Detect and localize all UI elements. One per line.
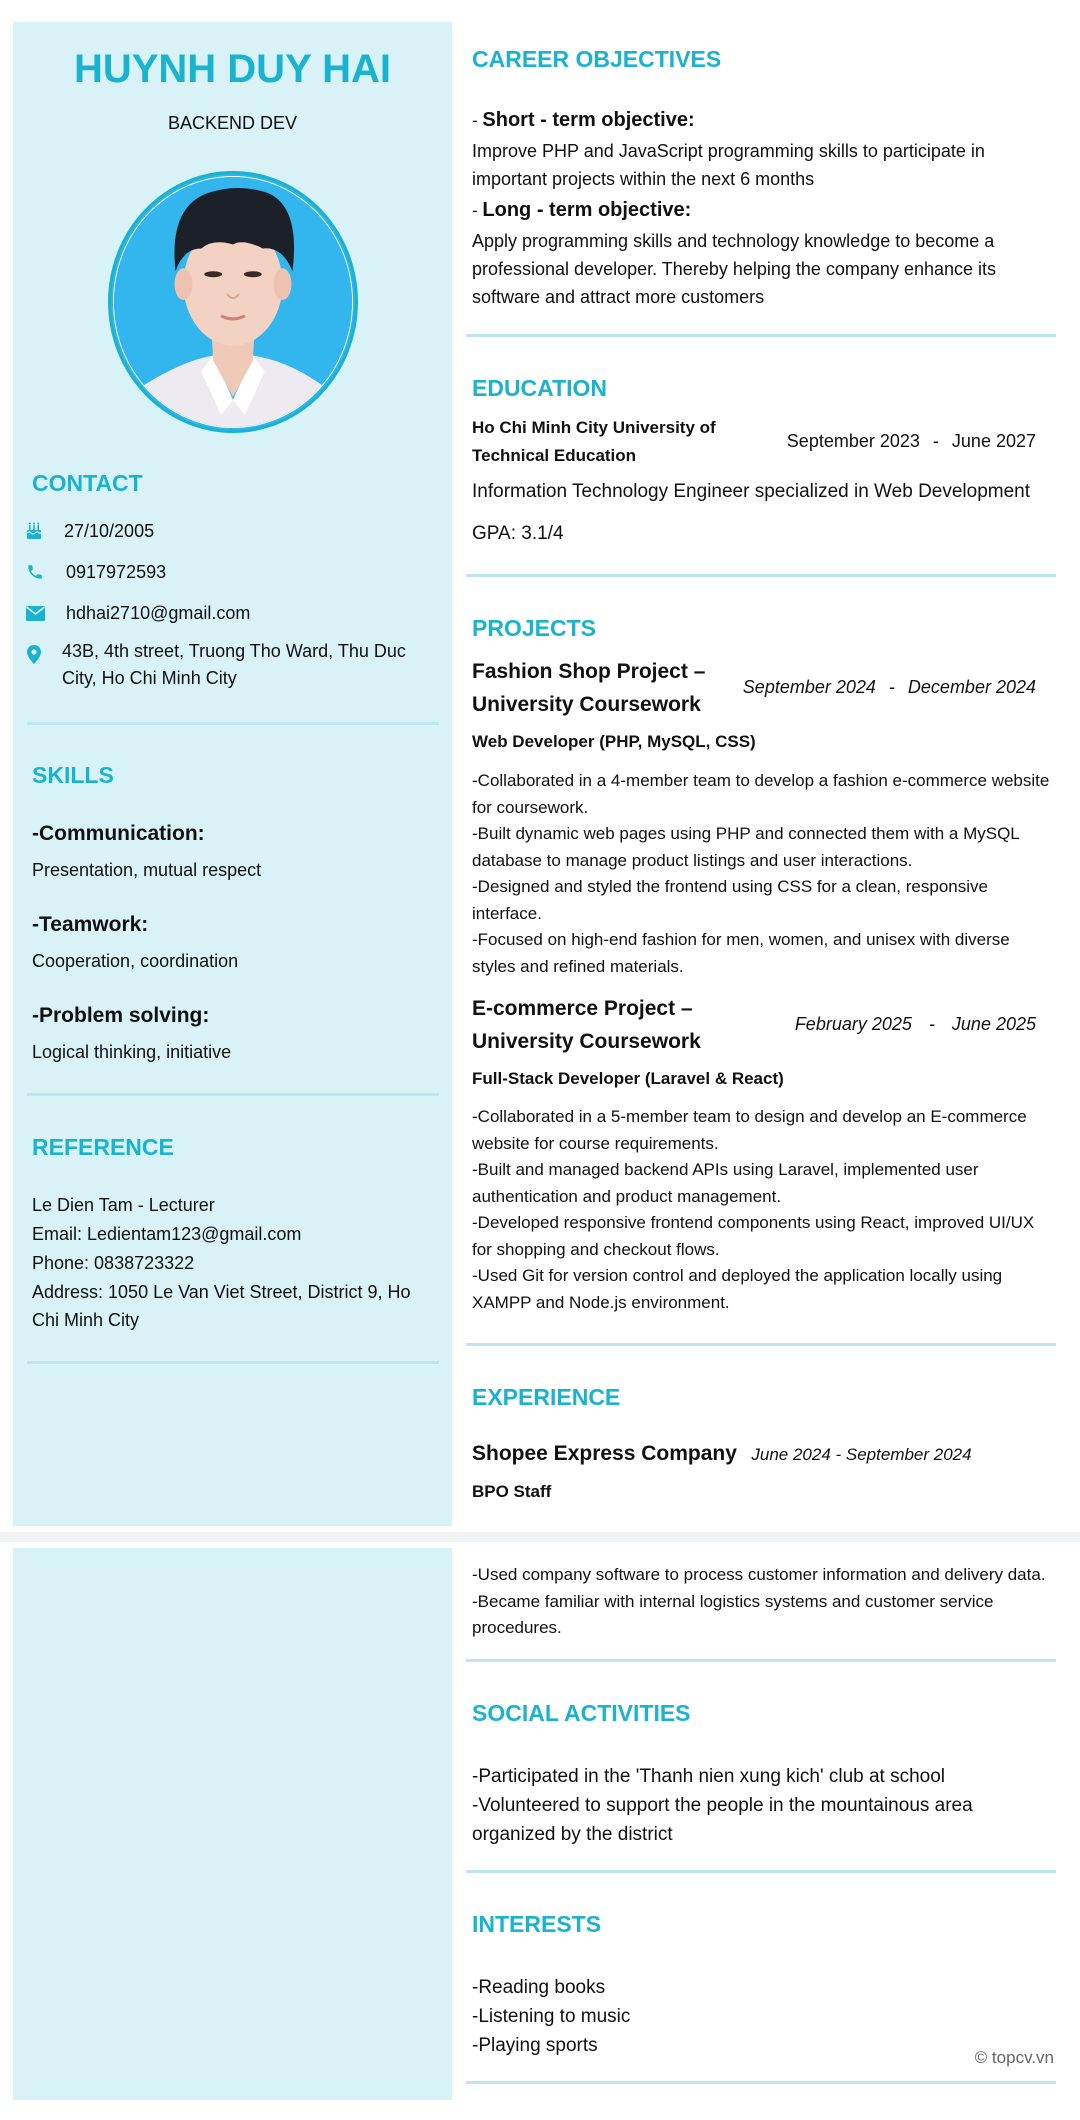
social-bullet: -Volunteered to support the people in the mountainous area organized by the district — [472, 1795, 973, 1845]
skill-desc: Presentation, mutual respect — [32, 860, 262, 880]
experience-period: June 2024 - September 2024 — [751, 1445, 972, 1464]
project-title: Fashion Shop Project – University Coursework — [472, 660, 706, 716]
skill-name: -Communication: — [32, 822, 205, 845]
project-bullet: -Focused on high-end fashion for men, women, and unisex with diverse styles and refined materials. — [472, 930, 1010, 976]
reference-address: Address: 1050 Le Van Viet Street, District 9, Ho Chi Minh City — [32, 1282, 411, 1330]
project-dates — [795, 1011, 1036, 1037]
education-school: Ho Chi Minh City University of Technical Education — [472, 418, 716, 465]
experience-bullet: -Used company software to process customer information and delivery data. — [472, 1565, 1046, 1584]
date-separator: - — [928, 1014, 935, 1034]
education-start: September 2023 — [786, 431, 920, 451]
project-bullets — [472, 1104, 1052, 1316]
sidebar-page-2 — [13, 1548, 452, 2100]
envelope-icon — [26, 606, 45, 621]
social-heading: SOCIAL ACTIVITIES — [472, 1700, 691, 1726]
interest-item: -Reading books — [472, 1977, 606, 1998]
skills-heading: SKILLS — [32, 762, 114, 788]
sidebar-divider — [27, 722, 439, 725]
project-bullet: -Designed and styled the frontend using CSS for a clean, responsive interface. — [472, 877, 988, 923]
long-prefix: - — [472, 201, 483, 220]
short-label: Short - term objective: — [482, 109, 695, 131]
contact-phone: 0917972593 — [66, 562, 167, 582]
experience-header — [472, 1439, 972, 1471]
experience-bullet: -Became familiar with internal logistics systems and customer service procedures. — [472, 1591, 994, 1637]
contact-birthday: 27/10/2005 — [64, 521, 155, 541]
date-separator: - — [932, 431, 939, 451]
section-divider — [466, 1343, 1056, 1346]
project-dates — [743, 674, 1036, 700]
project-bullets — [472, 768, 1052, 980]
project-title: E-commerce Project – University Coursework — [472, 997, 701, 1053]
date-separator: - — [888, 677, 895, 697]
career-heading: CAREER OBJECTIVES — [472, 46, 722, 72]
education-gpa: GPA: 3.1/4 — [472, 523, 564, 544]
profile-title: BACKEND DEV — [167, 113, 298, 133]
project-role: Full-Stack Developer (Laravel & React) — [472, 1069, 784, 1088]
avatar-illustration — [114, 177, 352, 427]
reference-phone: Phone: 0838723322 — [32, 1253, 195, 1273]
short-term-objective-text: Improve PHP and JavaScript programming skills to participate in important projects within the next 6 months — [472, 141, 985, 189]
experience-heading: EXPERIENCE — [472, 1384, 621, 1410]
contact-heading: CONTACT — [32, 470, 143, 496]
project-end: December 2024 — [907, 677, 1036, 697]
phone-icon — [26, 563, 44, 581]
section-divider — [466, 1870, 1056, 1873]
reference-heading: REFERENCE — [32, 1134, 174, 1160]
interests-heading: INTERESTS — [472, 1911, 602, 1937]
profile-name: HUYNH DUY HAI — [73, 47, 392, 91]
interest-item: -Listening to music — [472, 2006, 631, 2027]
reference-email: Email: Ledientam123@gmail.com — [32, 1224, 302, 1244]
project-end: June 2025 — [951, 1014, 1036, 1034]
reference-name: Le Dien Tam - Lecturer — [32, 1195, 215, 1215]
page-break — [0, 1532, 1080, 1542]
watermark: © topcv.vn — [974, 2048, 1054, 2067]
education-major: Information Technology Engineer specialized in Web Development — [472, 481, 1031, 502]
contact-address: 43B, 4th street, Truong Tho Ward, Thu Duc City, Ho Chi Minh City — [62, 641, 406, 688]
interests-bullets — [472, 1973, 872, 2060]
education-heading: EDUCATION — [472, 375, 608, 401]
short-prefix: - — [472, 111, 483, 130]
skill-name: -Problem solving: — [32, 1004, 210, 1027]
project-role: Web Developer (PHP, MySQL, CSS) — [472, 732, 756, 751]
project-bullet: -Developed responsive frontend components using React, improved UI/UX for shopping and checkout flows. — [472, 1213, 1035, 1259]
long-term-objective-label — [472, 196, 691, 225]
sidebar-divider — [27, 1361, 439, 1364]
experience-role: BPO Staff — [472, 1482, 552, 1501]
experience-bullets — [472, 1562, 1052, 1642]
skill-name: -Teamwork: — [32, 913, 149, 936]
skill-desc: Logical thinking, initiative — [32, 1042, 232, 1062]
project-start: September 2024 — [742, 677, 876, 697]
contact-email: hdhai2710@gmail.com — [66, 603, 251, 623]
social-bullet: -Participated in the 'Thanh nien xung kich' club at school — [472, 1766, 946, 1787]
projects-heading: PROJECTS — [472, 615, 596, 641]
long-term-objective-text: Apply programming skills and technology knowledge to become a professional developer. Thereby helping the company enhance its software and attract more customers — [472, 231, 997, 307]
profile-photo — [108, 171, 358, 433]
interest-item: -Playing sports — [472, 2035, 598, 2056]
section-divider — [466, 1659, 1056, 1662]
project-bullet: -Collaborated in a 4-member team to develop a fashion e-commerce website for coursework. — [472, 771, 1050, 817]
project-bullet: -Used Git for version control and deployed the application locally using XAMPP and Node.js environment. — [472, 1266, 1003, 1312]
sidebar-divider — [27, 1093, 439, 1096]
birthday-cake-icon — [26, 522, 42, 539]
section-divider — [466, 574, 1056, 577]
social-bullets — [472, 1762, 1032, 1849]
project-bullet: -Built dynamic web pages using PHP and connected them with a MySQL database to manage product listings and user interactions. — [472, 824, 1020, 870]
project-start: February 2025 — [794, 1014, 912, 1034]
education-end: June 2027 — [951, 431, 1036, 451]
project-bullet: -Built and managed backend APIs using Laravel, implemented user authentication and product management. — [472, 1160, 979, 1206]
short-term-objective-label — [472, 106, 695, 135]
section-divider — [466, 2081, 1056, 2084]
skill-desc: Cooperation, coordination — [32, 951, 239, 971]
project-bullet: -Collaborated in a 5-member team to design and develop an E-commerce website for course requirements. — [472, 1107, 1027, 1153]
education-dates — [787, 428, 1036, 454]
experience-company: Shopee Express Company — [472, 1442, 737, 1465]
map-pin-icon — [27, 645, 41, 664]
long-label: Long - term objective: — [482, 199, 692, 221]
section-divider — [466, 334, 1056, 337]
